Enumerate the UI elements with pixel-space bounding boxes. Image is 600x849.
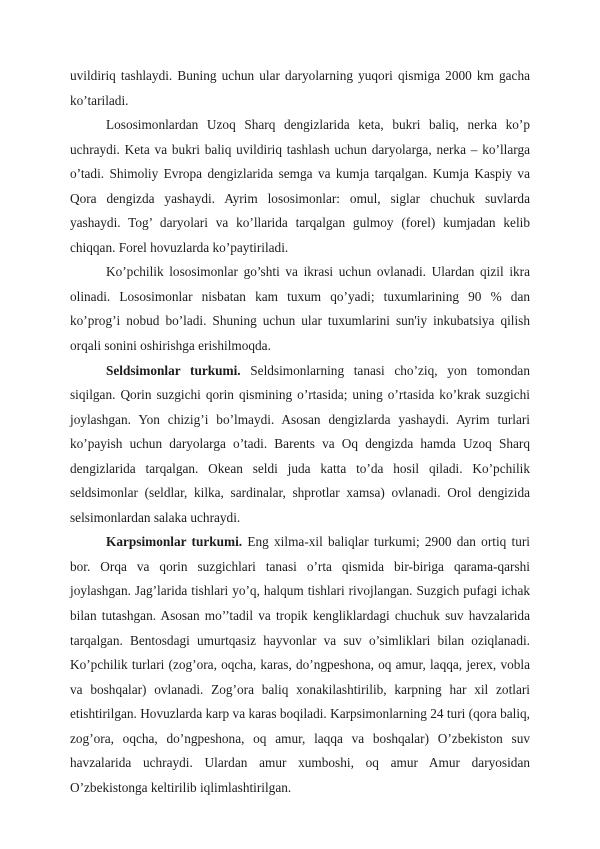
paragraph-1-text: uvildiriq tashlaydi. Buning uchun ular daryolarning yuqori qismiga 2000 km gacha ko’tariladi.: [70, 68, 530, 108]
paragraph-3: [70, 260, 530, 358]
section-heading-karpsimonlar: Karpsimonlar turkumi.: [106, 534, 243, 550]
paragraph-4-text: Seldsimonlarning tanasi cho’ziq, yon tomondan siqilgan. Qorin suzgichi qorin qismining o’rtasida; uning o’rtasida ko’krak suzgichi joylashgan. Yon chizig’i bo’lmaydi. Asosan dengizlarda yashaydi. Ayrim turlari ko’payish uchun daryolarga o’tadi. Barents va Oq dengizda hamda Uzoq Sharq dengizlarida tarqalgan. Okean seldi juda katta to’da hosil qiladi. Ko’pchilik seldsimonlar (seldlar, kilka, sardinalar, shprotlar xamsa) ovlanadi. Orol dengizida selsimonlardan salaka uchraydi.: [70, 362, 530, 525]
paragraph-2-text: Lososimonlardan Uzoq Sharq dengizlarida keta, bukri baliq, nerka ko’p uchraydi. Keta va bukri baliq uvildiriq tashlash uchun daryolarga, nerka – ko’llarga o’tadi. Shimoliy Evropa dengizlarida semga va kumja tarqalgan. Kumja Kaspiy va Qora dengizda yashaydi. Ayrim lososimonlar: omul, siglar chuchuk suvlarda yashaydi. Tog’ daryolari va ko’llarida tarqalgan gulmoy (forel) kumjadan kelib chiqqan. Forel hovuzlarda ko’paytiriladi.: [70, 117, 530, 255]
paragraph-5: [70, 530, 530, 800]
document-page: [70, 64, 530, 800]
paragraph-4: [70, 359, 530, 531]
paragraph-2: [70, 113, 530, 260]
section-heading-seldsimonlar: Seldsimonlar turkumi.: [106, 362, 241, 378]
paragraph-1: [70, 64, 530, 113]
paragraph-5-text: Eng xilma-xil baliqlar turkumi; 2900 dan ortiq turi bor. Orqa va qorin suzgichlari tanasi o’rta qismida bir-biriga qarama-qarshi joylashgan. Jag’larida tishlari yo’q, halqum tishlari rivojlangan. Suzgich pufagi ichak bilan tutashgan. Asosan mo’’tadil va tropik kengliklardagi chuchuk suv havzalarida tarqalgan. Bentosdagi umurtqasiz hayvonlar va suv o’simliklari bilan oziqlanadi. Ko’pchilik turlari (zog’ora, oqcha, karas, do’ngpeshona, oq amur, laqqa, jerex, vobla va boshqalar) ovlanadi. Zog’ora baliq xonakilashtirilib, karpning har xil zotlari etishtirilgan. Hovuzlarda karp va karas boqiladi. Karpsimonlarning 24 turi (qora baliq, zog’ora, oqcha, do’ngpeshona, oq amur, laqqa va boshqalar) O’zbekiston suv havzalarida uchraydi. Ulardan amur xumboshi, oq amur Amur daryosidan O’zbekistonga keltirilib iqlimlashtirilgan.: [70, 534, 531, 795]
paragraph-3-text: Ko’pchilik lososimonlar go’shti va ikrasi uchun ovlanadi. Ulardan qizil ikra olinadi. Lososimonlar nisbatan kam tuxum qo’yadi; tuxumlarining 90 % dan ko’prog’i nobud bo’ladi. Shuning uchun ular tuxumlarini sun'iy inkubatsiya qilish orqali sonini oshirishga erishilmoqda.: [70, 264, 530, 354]
